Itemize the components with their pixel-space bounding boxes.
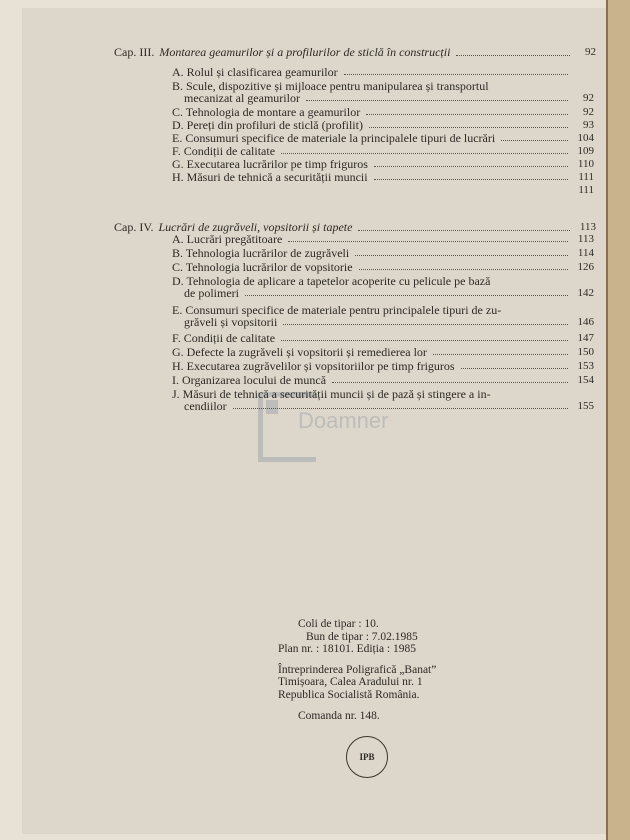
leader-dots	[374, 178, 568, 180]
book-edge	[606, 0, 630, 840]
leader-dots	[359, 268, 568, 270]
toc-item-label: C. Tehnologia lucrărilor de vopsitorie	[172, 260, 353, 274]
page-number: 153	[577, 360, 594, 372]
colophon-sheets: Coli de tipar : 10.	[298, 618, 379, 630]
chapter-title: Lucrări de zugrăveli, vopsitorii și tapete	[158, 220, 353, 234]
page-number: 92	[583, 106, 594, 118]
toc-item-label-continued: cendiilor	[184, 399, 227, 413]
page-number: 111	[578, 171, 594, 183]
toc-item-label: B. Scule, dispozitive și mijloace pentru manipularea și transportul	[172, 79, 489, 93]
leader-dots	[374, 165, 568, 167]
toc-item-label: C. Tehnologia de montare a geamurilor	[172, 105, 361, 119]
page-number: 146	[577, 316, 594, 328]
toc-item	[172, 261, 594, 273]
toc-item	[172, 388, 594, 412]
leader-dots	[288, 240, 568, 242]
page-number: 114	[577, 247, 594, 259]
toc-item-label: G. Defecte la zugrăveli și vopsitorii și remedierea lor	[172, 345, 427, 359]
colophon-plan: Plan nr. : 18101. Ediția : 1985	[278, 643, 416, 655]
page-number: 154	[577, 374, 594, 386]
toc-item	[172, 332, 594, 344]
toc-item-label: B. Tehnologia lucrărilor de zugrăveli	[172, 246, 350, 260]
toc-item	[172, 158, 594, 170]
page-number: 126	[577, 261, 594, 273]
colophon	[278, 618, 498, 723]
page-number: 113	[579, 221, 596, 233]
leader-dots	[332, 381, 568, 383]
toc-item	[172, 275, 594, 299]
toc-item	[172, 346, 594, 358]
toc-item-label: H. Măsuri de tehnică a securității muncii	[172, 170, 368, 184]
toc-item-label: E. Consumuri specifice de materiale la principalele tipuri de lucrări	[172, 131, 496, 145]
page-number: 147	[577, 332, 594, 344]
page-number: 110	[577, 158, 594, 170]
leader-dots	[245, 294, 568, 296]
chapter-heading	[114, 45, 596, 59]
colophon-country: Republica Socialistă România.	[278, 688, 420, 701]
toc-item-label: E. Consumuri specifice de materiale pentru principalele tipuri de zu-	[172, 303, 502, 317]
watermark-text: Doamner	[298, 408, 389, 433]
toc-item	[172, 171, 594, 183]
colophon-print-approval: Bun de tipar : 7.02.1985	[306, 630, 418, 643]
leader-dots	[456, 54, 570, 56]
colophon-order: Comanda nr. 148.	[298, 710, 380, 722]
chapter-title: Montarea geamurilor și a profilurilor de sticlă în construcții	[159, 45, 451, 59]
toc-item-label-continued: mecanizat al geamurilor	[184, 91, 300, 105]
leader-dots	[369, 126, 568, 128]
toc-item	[172, 80, 594, 104]
toc-item-trailing	[172, 184, 594, 196]
page-number: 150	[577, 346, 594, 358]
leader-dots	[461, 367, 568, 369]
page-number: 142	[577, 287, 594, 299]
toc-item-label-continued: grăveli și vopsitorii	[184, 315, 278, 329]
page-number: 104	[577, 132, 594, 144]
leader-dots	[433, 353, 568, 355]
toc-item	[172, 304, 594, 328]
toc-item	[172, 247, 594, 259]
toc-item-label: G. Executarea lucrărilor pe timp friguros	[172, 157, 368, 171]
toc-item-label: A. Lucrări pregătitoare	[172, 232, 283, 246]
toc-item	[172, 132, 594, 144]
toc-item-label: D. Pereți din profiluri de sticlă (profilit)	[172, 118, 363, 132]
toc-item-label-continued: de polimeri	[184, 286, 239, 300]
printer-logo-icon	[346, 736, 388, 778]
chapter-number: Cap. IV.	[114, 220, 154, 234]
page-number: 109	[577, 145, 594, 157]
page-number: 155	[577, 400, 594, 412]
book-page	[22, 8, 606, 834]
colophon-address: Timișoara, Calea Aradului nr. 1	[278, 676, 423, 688]
page-number: 111	[578, 184, 594, 196]
leader-dots	[366, 113, 568, 115]
toc-item	[172, 119, 594, 131]
colophon-printer: Întreprinderea Poligrafică „Banat”	[278, 663, 437, 676]
leader-dots	[281, 152, 568, 154]
page-number: 93	[583, 119, 594, 131]
toc-item-label: A. Rolul și clasificarea geamurilor	[172, 65, 338, 79]
chapter-heading	[114, 206, 596, 234]
toc-item-label: H. Executarea zugrăvelilor și vopsitoriilor pe timp friguros	[172, 359, 455, 373]
chapter-number: Cap. III.	[114, 45, 155, 59]
toc-item	[172, 360, 594, 372]
page-number: 113	[577, 233, 594, 245]
toc-item	[172, 106, 594, 118]
toc-item-label: I. Organizarea locului de muncă	[172, 373, 327, 387]
toc-item	[172, 66, 594, 78]
page-number: 92	[585, 46, 596, 58]
leader-dots	[355, 254, 568, 256]
leader-dots	[281, 339, 568, 341]
leader-dots	[344, 73, 568, 75]
toc-item	[172, 233, 594, 245]
toc-item	[172, 145, 594, 157]
printer-logo-text: IPB	[359, 752, 375, 762]
leader-dots	[283, 323, 568, 325]
page-number: 92	[583, 92, 594, 104]
toc-item-label: F. Condiții de calitate	[172, 331, 276, 345]
leader-dots	[358, 229, 570, 231]
toc-item-label: D. Tehnologia de aplicare a tapetelor acoperite cu pelicule pe bază	[172, 274, 491, 288]
toc-item-label: F. Condiții de calitate	[172, 144, 276, 158]
leader-dots	[233, 407, 568, 409]
toc-item	[172, 374, 594, 386]
leader-dots	[501, 139, 568, 141]
leader-dots	[306, 99, 568, 101]
toc-item-label: J. Măsuri de tehnică a securității muncii și de pază și stingere a in-	[172, 387, 491, 401]
